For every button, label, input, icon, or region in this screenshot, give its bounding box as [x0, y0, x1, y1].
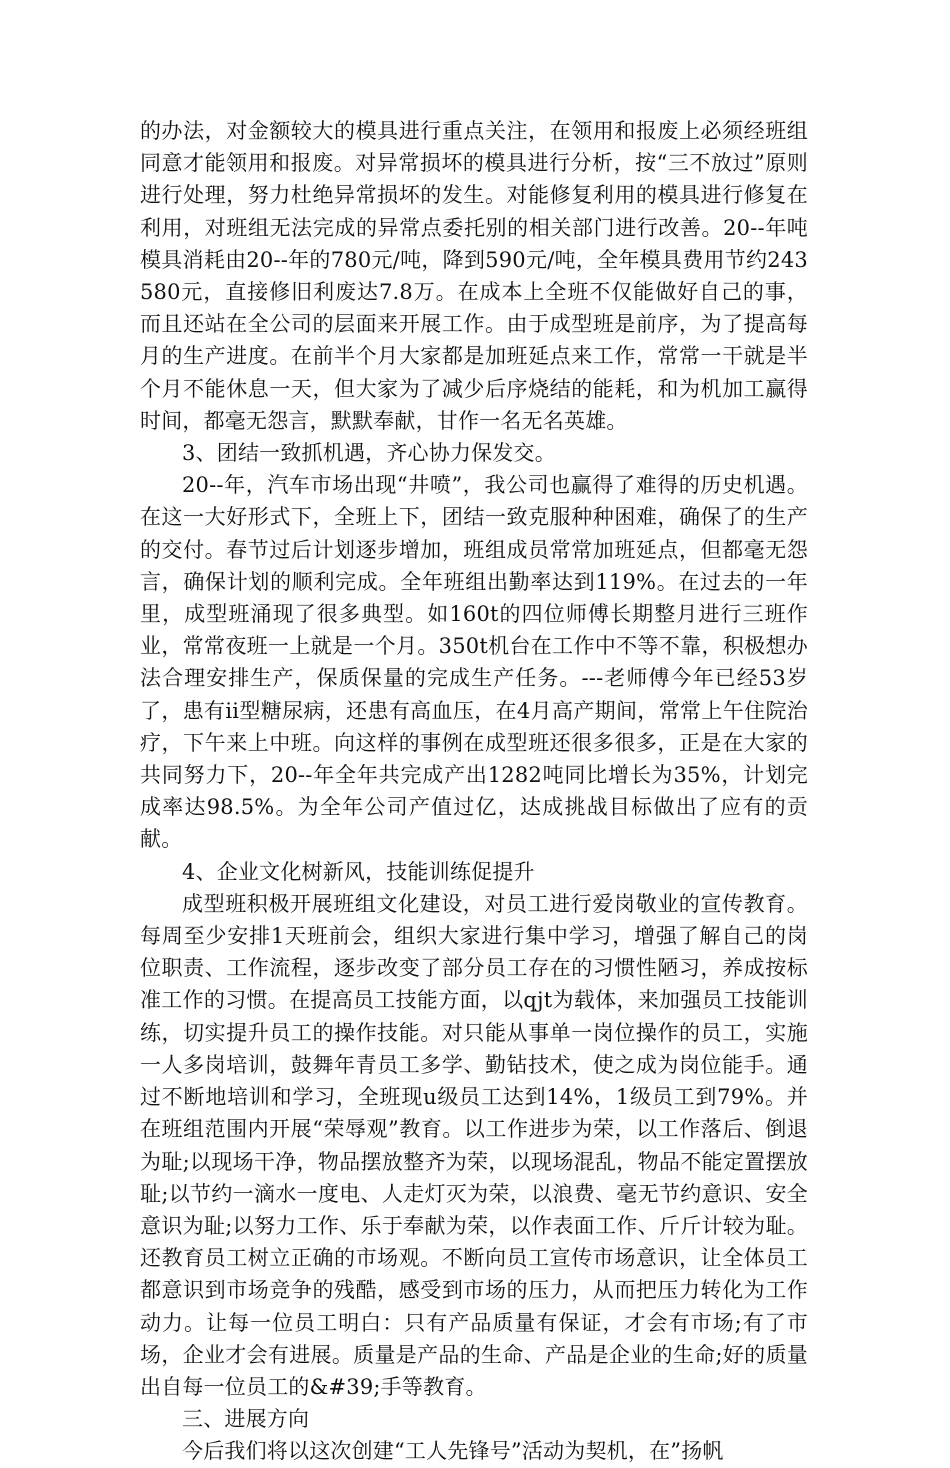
paragraph-team-culture: 成型班积极开展班组文化建设，对员工进行爱岗敬业的宣传教育。每周至少安排1天班前会，组织大家进行集中学习，增强了解自己的岗位职责、工作流程，逐步改变了部分员工存在的习惯性陋习，养成按标准工作的习惯。在提高员工技能方面，以qjt为载体，来加强员工技能训练，切实提升员工的操作技能。对只能从事单一岗位操作的员工，实施一人多岗培训，鼓舞年青员工多学、勤钻技术，使之成为岗位能手。通过不断地培训和学习，全班现u级员工达到14%，1级员工到79%。并在班组范围内开展“荣辱观”教育。以工作进步为荣，以工作落后、倒退为耻;以现场干净，物品摆放整齐为荣，以现场混乱，物品不能定置摆放耻;以节约一滴水一度电、人走灯灭为荣，以浪费、毫无节约意识、安全意识为耻;以努力工作、乐于奉献为荣，以作表面工作、斤斤计较为耻。还教育员工树立正确的市场观。不断向员工宣传市场意识，让全体员工都意识到市场竞争的残酷，感受到市场的压力，从而把压力转化为工作动力。让每一位员工明白：只有产品质量有保证，才会有市场;有了市场，企业才会有进展。质量是产品的生命、产品是企业的生命;好的质量出自每一位员工的&#39;手等教育。	[140, 891, 808, 1399]
heading-culture-training: 4、企业文化树新风，技能训练促提升	[182, 859, 535, 884]
document-body	[140, 115, 808, 1468]
heading-unity-delivery: 3、团结一致抓机遇，齐心协力保发交。	[182, 441, 556, 466]
paragraph-future-plans: 今后我们将以这次创建“工人先锋号”活动为契机，在”扬帆	[182, 1439, 724, 1464]
heading-development-direction: 三、进展方向	[182, 1407, 310, 1432]
paragraph-mold-management: 的办法，对金额较大的模具进行重点关注，在领用和报废上必须经班组同意才能领用和报废。对异常损坏的模具进行分析，按“三不放过”原则进行处理，努力杜绝异常损坏的发生。对能修复利用的模具进行修复在利用，对班组无法完成的异常点委托别的相关部门进行改善。20--年吨模具消耗由20--年的780元/吨，降到590元/吨，全年模具费用节约243580元，直接修旧利废达7.8万。在成本上全班不仅能做好自己的事，而且还站在全公司的层面来开展工作。由于成型班是前序，为了提高每月的生产进度。在前半个月大家都是加班延点来工作，常常一干就是半个月不能休息一天，但大家为了减少后序烧结的能耗，和为机加工赢得时间，都毫无怨言，默默奉献，甘作一名无名英雄。	[140, 119, 808, 433]
paragraph-market-opportunity: 20--年，汽车市场出现“井喷”，我公司也赢得了难得的历史机遇。在这一大好形式下，全班上下，团结一致克服种种困难，确保了的生产的交付。春节过后计划逐步增加，班组成员常常加班延点，但都毫无怨言，确保计划的顺利完成。全年班组出勤率达到119%。在过去的一年里，成型班涌现了很多典型。如160t的四位师傅长期整月进行三班作业，常常夜班一上就是一个月。350t机台在工作中不等不靠，积极想办法合理安排生产，保质保量的完成生产任务。---老师傅今年已经53岁了，患有ii型糖尿病，还患有高血压，在4月高产期间，常常上午住院治疗，下午来上中班。向这样的事例在成型班还很多很多，正是在大家的共同努力下，20--年全年共完成产出1282吨同比增长为35%，计划完成率达98.5%。为全年公司产值过亿，达成挑战目标做出了应有的贡献。	[140, 473, 808, 852]
